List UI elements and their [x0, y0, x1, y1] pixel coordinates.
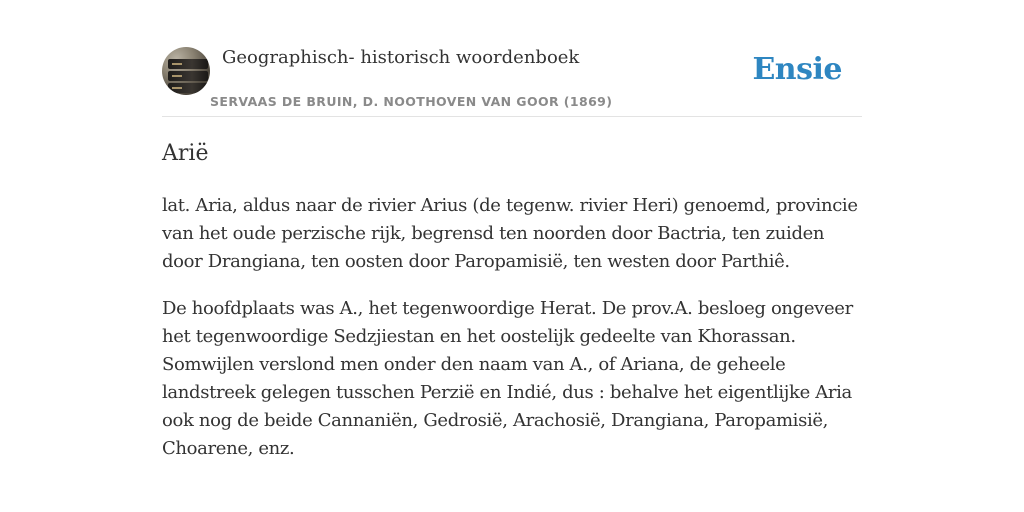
entry-headword: Arië	[162, 141, 209, 166]
entry-paragraph: De hoofdplaats was A., het tegenwoordige Herat. De prov.A. besloeg ongeveer het tegenwoordige Sedzjiestan en het oostelijk gedeelte van Khorassan. Somwijlen verslond men onder den naam van A., of Ariana, de geheele landstreek gelegen tusschen Perzië en Indié, dus : behalve het eigentlijke Aria ook nog de beide Cannaniën, Gedrosië, Arachosië, Drangiana, Paropamisië, Choarene, enz.	[162, 298, 853, 459]
source-header	[162, 44, 862, 117]
book-cover-avatar[interactable]	[162, 47, 210, 95]
brand-logo-link[interactable]: Ensie	[752, 52, 842, 87]
entry-paragraph: lat. Aria, aldus naar de rivier Arius (de tegenw. rivier Heri) genoemd, provincie van het oude perzische rijk, begrensd ten noorden door Bactria, ten zuiden door Drangiana, ten oosten door Paropamisië, ten westen door Parthiê.	[162, 195, 858, 272]
entry-body	[162, 192, 862, 482]
book-author: SERVAAS DE BRUIN, D. NOOTHOVEN VAN GOOR (1869)	[210, 94, 613, 109]
book-title-link[interactable]: Geographisch- historisch woordenboek	[222, 47, 580, 68]
spine-band-shape	[172, 87, 182, 89]
spine-band-shape	[172, 63, 182, 65]
spine-band-shape	[172, 75, 182, 77]
